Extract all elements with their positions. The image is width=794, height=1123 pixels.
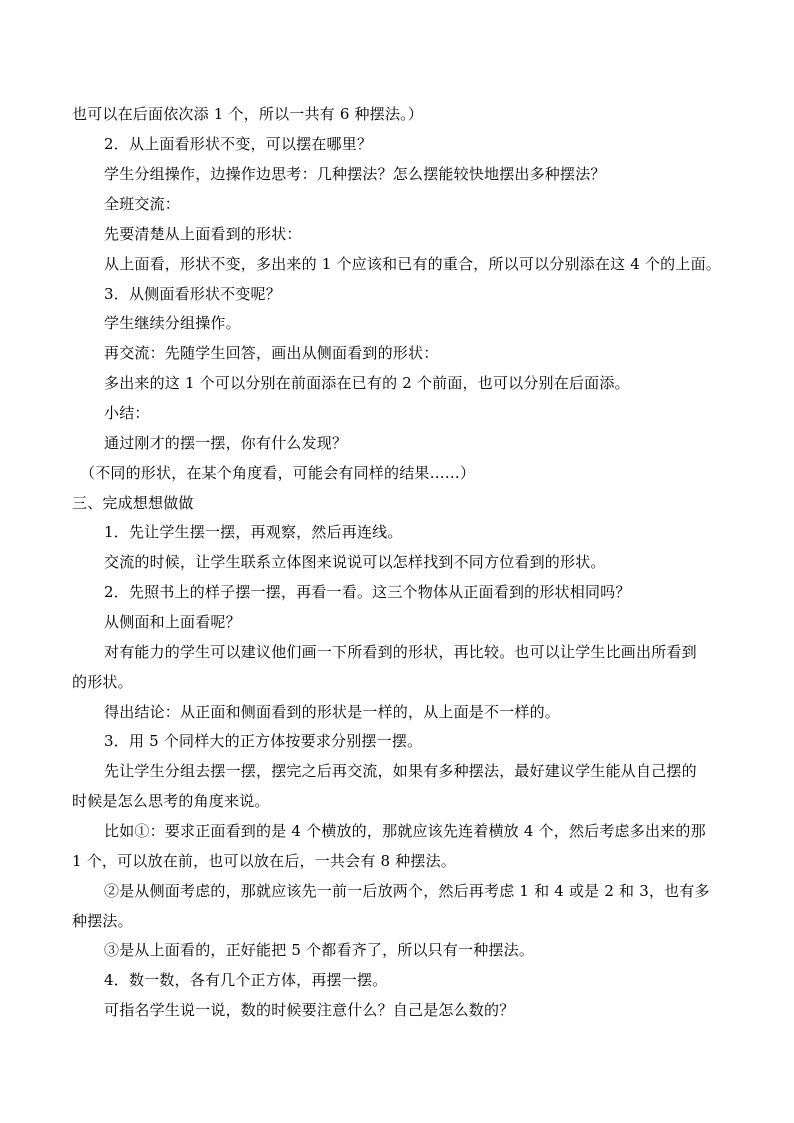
text-line: 2．从上面看形状不变，可以摆在哪里？ [104,135,373,153]
text-line: 多出来的这 1 个可以分别在前面添在已有的 2 个前面，也可以分别在后面添。 [104,374,630,392]
text-line: 比如①：要求正面看到的是 4 个横放的，那就应该先连着横放 4 个，然后考虑多出来的那 [104,822,706,840]
text-line: 先让学生分组去摆一摆，摆完之后再交流，如果有多种摆法，最好建议学生能从自己摆的 [104,762,697,780]
text-line: ②是从侧面考虑的，那就应该先一前一后放两个，然后再考虑 1 和 4 或是 2 和 3，也有多 [104,882,710,900]
text-line: 得出结论：从正面和侧面看到的形状是一样的，从上面是不一样的。 [104,703,561,721]
text-line: 从上面看，形状不变，多出来的 1 个应该和已有的重合，所以可以分别添在这 4 个的上面。 [104,255,721,273]
text-line: 的形状。 [72,673,133,691]
text-line: 1 个，可以放在前，也可以放在后，一共会有 8 种摆法。 [72,852,456,870]
text-line: 全班交流： [104,195,181,213]
text-line: ③是从上面看的，正好能把 5 个都看齐了，所以只有一种摆法。 [104,941,535,959]
text-line: 先要清楚从上面看到的形状： [104,225,302,243]
text-line: 学生继续分组操作。 [104,314,241,332]
text-line: 2．先照书上的样子摆一摆，再看一看。这三个物体从正面看到的形状相同吗？ [104,583,631,601]
text-line: 也可以在后面依次添 1 个，所以一共有 6 种摆法。） [72,105,424,123]
text-line: 3．从侧面看形状不变呢？ [104,285,281,303]
text-line: 交流的时候，让学生联系立体图来说说可以怎样找到不同方位看到的形状。 [104,553,606,571]
text-line: 通过刚才的摆一摆，你有什么发现？ [104,434,348,452]
text-line: 小结： [104,404,150,422]
text-line: （不同的形状，在某个角度看，可能会有同样的结果……） [80,464,476,482]
text-line: 种摆法。 [72,912,133,930]
section-heading: 三、完成想想做做 [72,494,194,512]
text-line: 4．数一数，各有几个正方体，再摆一摆。 [104,971,388,989]
text-line: 学生分组操作，边操作边思考：几种摆法？怎么摆能较快地摆出多种摆法？ [104,165,606,183]
text-line: 从侧面和上面看呢？ [104,613,241,631]
text-line: 1．先让学生摆一摆，再观察，然后再连线。 [104,523,403,541]
text-line: 3．用 5 个同样大的正方体按要求分别摆一摆。 [104,732,423,750]
text-line: 时候是怎么思考的角度来说。 [72,792,270,810]
text-line: 可指名学生说一说，数的时候要注意什么？自己是怎么数的？ [104,1001,515,1019]
text-line: 对有能力的学生可以建议他们画一下所看到的形状，再比较。也可以让学生比画出所看到 [104,643,697,661]
text-line: 再交流：先随学生回答，画出从侧面看到的形状： [104,344,439,362]
